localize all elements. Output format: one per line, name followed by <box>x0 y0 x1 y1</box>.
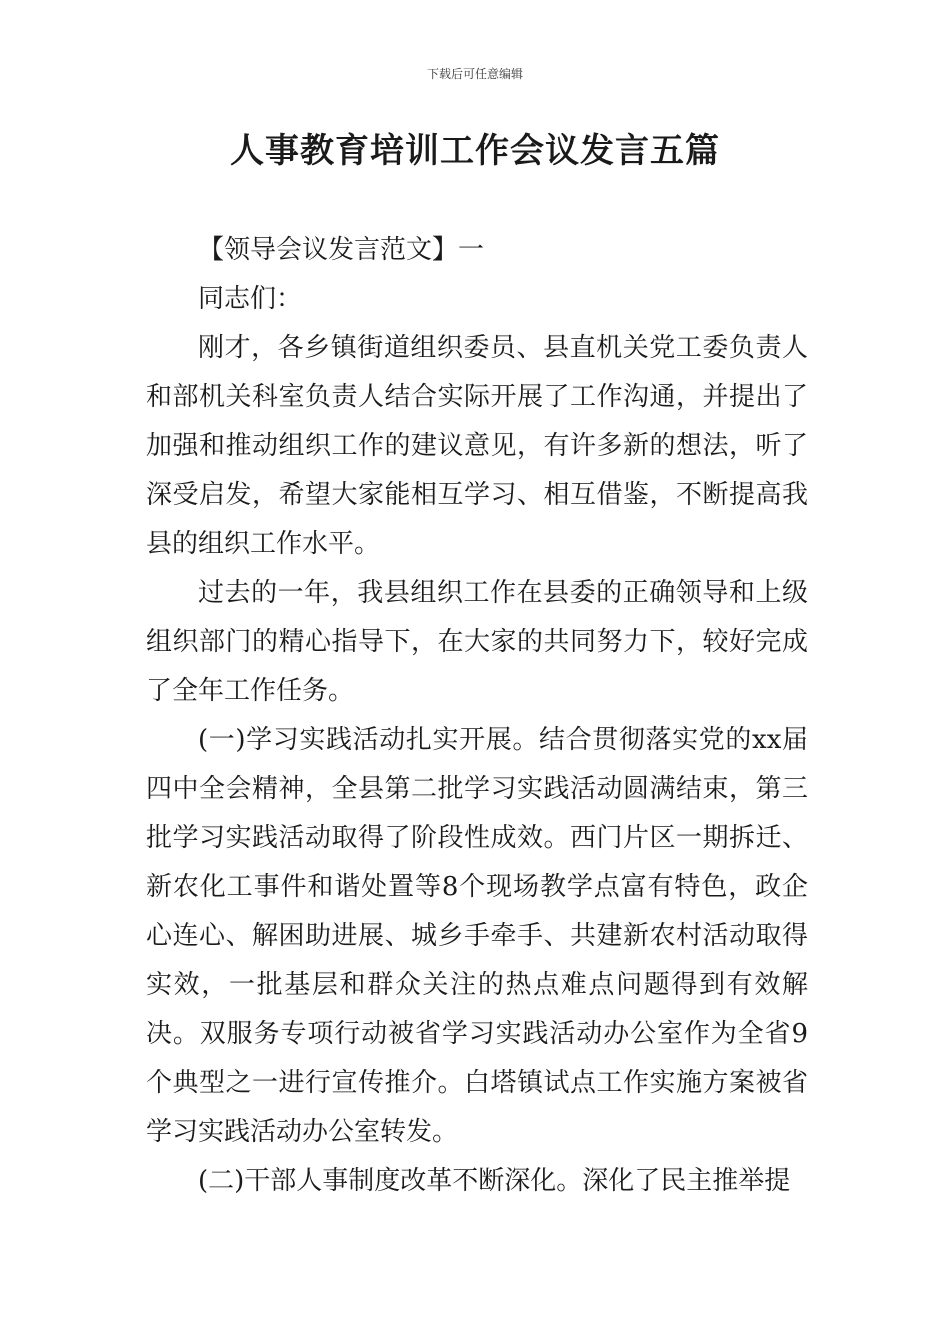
document-title: 人事教育培训工作会议发言五篇 <box>230 131 720 171</box>
section-heading: 【领导会议发言范文】一 <box>198 235 485 265</box>
body-paragraph: (二)干部人事制度改革不断深化。深化了民主推举提 <box>198 1166 791 1196</box>
body-paragraph: (一)学习实践活动扎实开展。结合贯彻落实党的xx届四中全会精神，全县第二批学习实践活动圆满结束，第三批学习实践活动取得了阶段性成效。西门片区一期拆迁、新农化工事件和谐处置等8个现场教学点富有特色，政企心连心、解困助进展、城乡手牵手、共建新农村活动取得实效，一批基层和群众关注的热点难点问题得到有效解决。双服务专项行动被省学习实践活动办公室作为全省9个典型之一进行宣传推介。白塔镇试点工作实施方案被省学习实践活动办公室转发。 <box>146 725 808 1147</box>
salutation: 同志们： <box>198 284 303 314</box>
document-body <box>146 226 808 1206</box>
header-note: 下载后可任意编辑 <box>426 67 523 81</box>
body-paragraph: 过去的一年，我县组织工作在县委的正确领导和上级组织部门的精心指导下，在大家的共同努力下，较好完成了全年工作任务。 <box>146 578 808 706</box>
body-paragraph: 刚才，各乡镇街道组织委员、县直机关党工委负责人和部机关科室负责人结合实际开展了工作沟通，并提出了加强和推动组织工作的建议意见，有许多新的想法，听了深受启发，希望大家能相互学习、相互借鉴，不断提高我县的组织工作水平。 <box>146 333 808 559</box>
